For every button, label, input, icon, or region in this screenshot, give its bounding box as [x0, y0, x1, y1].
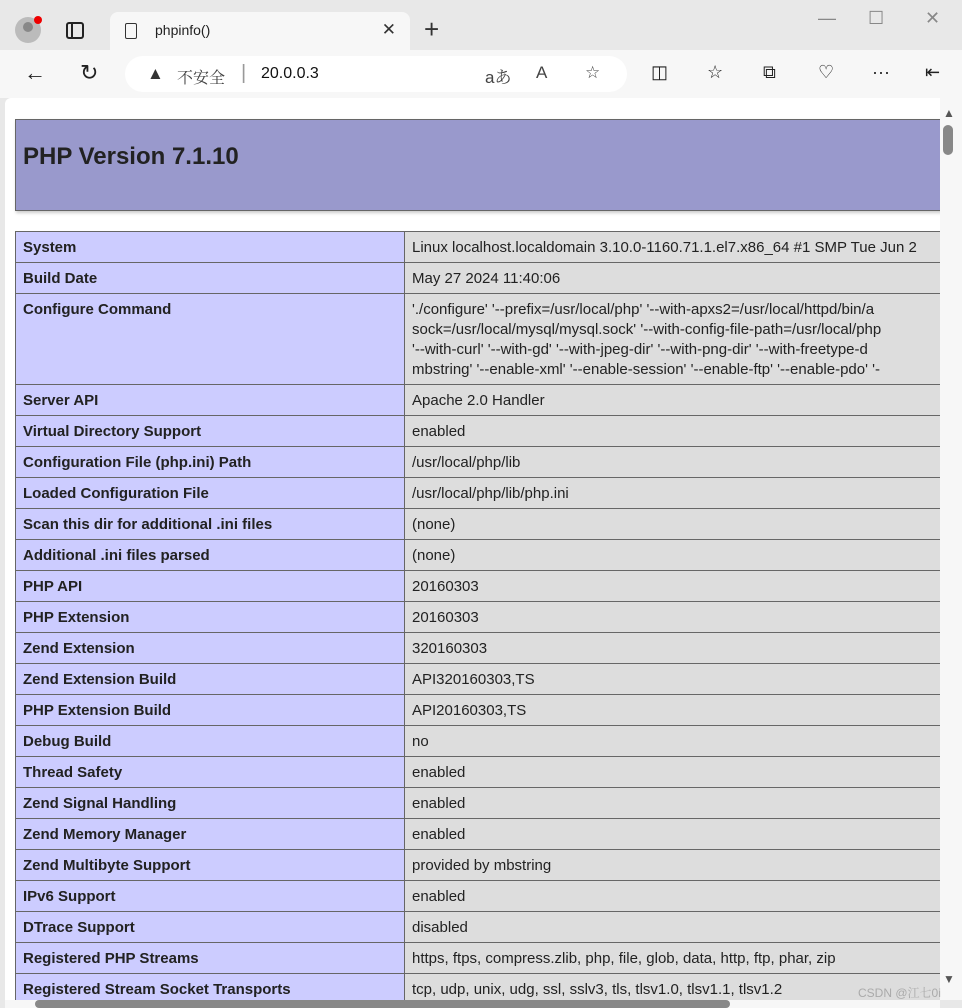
- row-key: Registered PHP Streams: [16, 943, 405, 974]
- table-row: [16, 385, 941, 416]
- row-value: [405, 232, 941, 263]
- table-row: [16, 540, 941, 571]
- collections-icon[interactable]: ⧉: [763, 62, 776, 82]
- table-row: [16, 850, 941, 881]
- horizontal-scroll-thumb[interactable]: [35, 1000, 730, 1008]
- row-value-line: API20160303,TS: [412, 702, 527, 719]
- tab-title: phpinfo(): [155, 22, 211, 38]
- row-key: Zend Signal Handling: [16, 788, 405, 819]
- tab-actions-icon[interactable]: [66, 22, 84, 39]
- row-value: [405, 819, 941, 850]
- table-row: [16, 695, 941, 726]
- table-row: [16, 509, 941, 540]
- table-row: [16, 757, 941, 788]
- read-aloud-icon[interactable]: A: [536, 63, 548, 82]
- maximize-icon[interactable]: ☐: [868, 8, 885, 28]
- row-key: Configure Command: [16, 294, 405, 385]
- row-value-line: (none): [412, 547, 456, 564]
- row-value-line: mbstring' '--enable-xml' '--enable-session' '--enable-ftp' '--enable-pdo' '-: [412, 361, 880, 378]
- vertical-scrollbar[interactable]: [940, 98, 962, 1000]
- table-row: [16, 912, 941, 943]
- vertical-scroll-thumb[interactable]: [943, 125, 953, 155]
- row-value-line: Apache 2.0 Handler: [412, 392, 545, 409]
- table-row: [16, 881, 941, 912]
- table-row: [16, 447, 941, 478]
- table-row: [16, 633, 941, 664]
- row-value-line: /usr/local/php/lib: [412, 454, 521, 471]
- table-row: [16, 294, 941, 385]
- separator: |: [241, 62, 247, 84]
- row-key: Zend Multibyte Support: [16, 850, 405, 881]
- row-key: Thread Safety: [16, 757, 405, 788]
- page-title: PHP Version 7.1.10: [23, 143, 239, 170]
- php-version-header: [15, 119, 940, 211]
- browser-essentials-icon[interactable]: ♡: [818, 62, 835, 82]
- url-text[interactable]: 20.0.0.3: [261, 65, 319, 82]
- watermark: CSDN @江七0i: [858, 986, 941, 1000]
- row-value-line: enabled: [412, 423, 466, 440]
- row-value: [405, 695, 941, 726]
- row-value-line: 20160303: [412, 609, 479, 626]
- row-key: Additional .ini files parsed: [16, 540, 405, 571]
- warning-icon[interactable]: ▲: [147, 64, 164, 83]
- row-value-line: enabled: [412, 795, 466, 812]
- close-tab-icon[interactable]: ✕: [381, 20, 396, 39]
- row-key: Zend Memory Manager: [16, 819, 405, 850]
- row-value-line: May 27 2024 11:40:06: [412, 270, 561, 287]
- row-value-line: https, ftps, compress.zlib, php, file, glob, data, http, ftp, phar, zip: [412, 950, 836, 967]
- row-key: IPv6 Support: [16, 881, 405, 912]
- row-key: DTrace Support: [16, 912, 405, 943]
- row-value-line: 20160303: [412, 578, 479, 595]
- row-value-line: /usr/local/php/lib/php.ini: [412, 485, 569, 502]
- translate-icon[interactable]: aあ: [485, 68, 512, 87]
- row-key: System: [16, 232, 405, 263]
- row-value: [405, 447, 941, 478]
- row-value: [405, 788, 941, 819]
- row-value: [405, 385, 941, 416]
- back-icon[interactable]: ←: [24, 60, 46, 85]
- minimize-icon[interactable]: —: [818, 8, 836, 28]
- sidebar-toggle-icon[interactable]: ⇤: [925, 62, 941, 82]
- security-label[interactable]: 不安全: [177, 70, 226, 87]
- table-row: [16, 974, 941, 1001]
- row-value-line: API320160303,TS: [412, 671, 535, 688]
- page-viewport: [5, 98, 940, 1000]
- row-key: Zend Extension: [16, 633, 405, 664]
- scroll-down-icon[interactable]: ▼: [943, 972, 955, 986]
- row-value-line: (none): [412, 516, 456, 533]
- row-value: [405, 478, 941, 509]
- split-screen-icon[interactable]: ◫: [651, 62, 669, 82]
- row-value-line: 320160303: [412, 640, 488, 657]
- row-value: [405, 263, 941, 294]
- tab-bar: [0, 0, 962, 50]
- row-value: [405, 912, 941, 943]
- row-key: Scan this dir for additional .ini files: [16, 509, 405, 540]
- row-value: [405, 416, 941, 447]
- row-value: [405, 540, 941, 571]
- table-row: [16, 602, 941, 633]
- row-key: Registered Stream Socket Transports: [16, 974, 405, 1001]
- navigation-bar: [0, 50, 962, 98]
- row-value: [405, 881, 941, 912]
- notification-dot: [34, 16, 42, 24]
- row-value: [405, 509, 941, 540]
- page-icon: [125, 23, 137, 39]
- table-row: [16, 416, 941, 447]
- table-row: [16, 726, 941, 757]
- row-value-line: disabled: [412, 919, 468, 936]
- row-value-line: tcp, udp, unix, udg, ssl, sslv3, tls, tlsv1.0, tlsv1.1, tlsv1.2: [412, 981, 783, 998]
- row-value-line: sock=/usr/local/mysql/mysql.sock' '--with-config-file-path=/usr/local/php: [412, 321, 882, 338]
- row-key: Build Date: [16, 263, 405, 294]
- row-value: [405, 664, 941, 695]
- new-tab-icon[interactable]: +: [424, 14, 440, 44]
- row-value-line: './configure' '--prefix=/usr/local/php' '--with-apxs2=/usr/local/httpd/bin/a: [412, 301, 875, 318]
- row-value: [405, 726, 941, 757]
- scroll-up-icon[interactable]: ▲: [943, 106, 955, 120]
- row-value: [405, 602, 941, 633]
- row-value-line: provided by mbstring: [412, 857, 552, 874]
- more-icon[interactable]: ···: [872, 62, 890, 82]
- table-row: [16, 478, 941, 509]
- tab-phpinfo[interactable]: [110, 12, 410, 51]
- row-key: PHP Extension: [16, 602, 405, 633]
- row-value: [405, 757, 941, 788]
- table-row: [16, 664, 941, 695]
- row-value: [405, 943, 941, 974]
- table-row: [16, 263, 941, 294]
- phpinfo-table: [15, 231, 940, 1000]
- row-value: [405, 571, 941, 602]
- row-value: [405, 633, 941, 664]
- row-value: [405, 850, 941, 881]
- row-value-line: enabled: [412, 764, 466, 781]
- horizontal-scrollbar[interactable]: [5, 1000, 940, 1008]
- favorites-icon[interactable]: ☆: [707, 62, 724, 82]
- row-key: Server API: [16, 385, 405, 416]
- row-value-line: enabled: [412, 826, 466, 843]
- row-key: Loaded Configuration File: [16, 478, 405, 509]
- row-key: PHP Extension Build: [16, 695, 405, 726]
- row-key: PHP API: [16, 571, 405, 602]
- table-row: [16, 571, 941, 602]
- address-bar[interactable]: [125, 56, 627, 92]
- table-row: [16, 788, 941, 819]
- table-row: [16, 943, 941, 974]
- row-value-line: '--with-curl' '--with-gd' '--with-jpeg-dir' '--with-png-dir' '--with-freetype-d: [412, 341, 868, 358]
- row-value-line: Linux localhost.localdomain 3.10.0-1160.71.1.el7.x86_64 #1 SMP Tue Jun 2: [412, 239, 917, 256]
- row-value-line: enabled: [412, 888, 466, 905]
- row-key: Virtual Directory Support: [16, 416, 405, 447]
- row-value-line: no: [412, 733, 429, 750]
- close-window-icon[interactable]: ✕: [925, 8, 941, 28]
- refresh-icon[interactable]: ↻: [80, 60, 99, 85]
- table-row: [16, 232, 941, 263]
- row-key: Debug Build: [16, 726, 405, 757]
- table-row: [16, 819, 941, 850]
- row-key: Zend Extension Build: [16, 664, 405, 695]
- row-value: [405, 294, 941, 385]
- row-key: Configuration File (php.ini) Path: [16, 447, 405, 478]
- favorite-star-icon[interactable]: ☆: [585, 63, 601, 82]
